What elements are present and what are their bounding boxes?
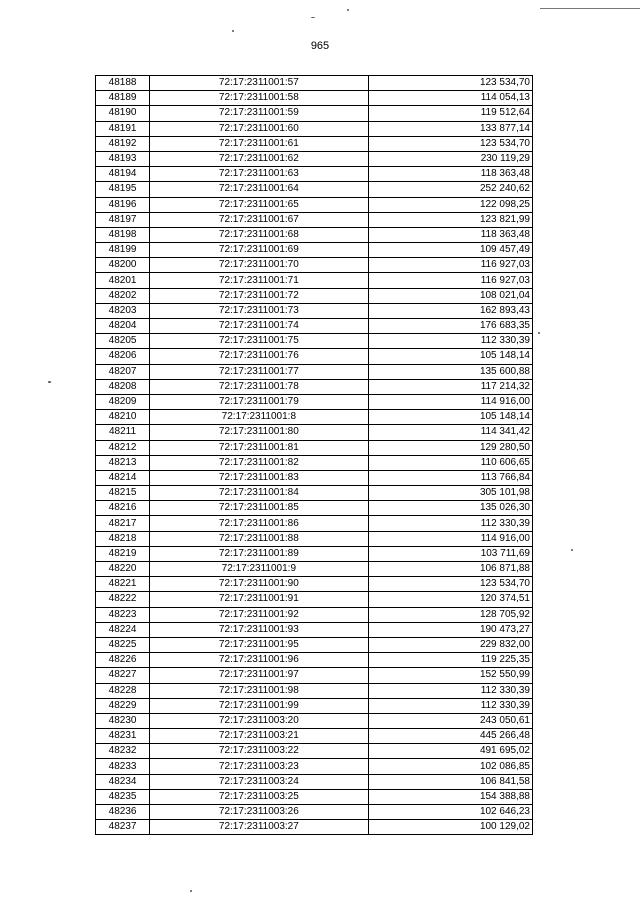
cadastral-number-cell: 72:17:2311003:26 [150, 805, 369, 820]
cadastral-value-cell: 118 363,48 [368, 227, 532, 242]
cadastral-number-cell: 72:17:2311001:96 [150, 653, 369, 668]
table-row [96, 668, 533, 683]
cadastral-value-cell: 129 280,50 [368, 440, 532, 455]
table-row [96, 364, 533, 379]
cadastral-number-cell: 72:17:2311001:58 [150, 91, 369, 106]
cadastral-number-cell: 72:17:2311001:81 [150, 440, 369, 455]
table-row [96, 683, 533, 698]
scan-speck [190, 890, 192, 892]
row-number-cell: 48188 [96, 76, 150, 91]
cadastral-number-cell: 72:17:2311001:71 [150, 273, 369, 288]
cadastral-value-cell: 114 916,00 [368, 531, 532, 546]
scan-speck [571, 549, 573, 551]
table-row [96, 394, 533, 409]
cadastral-number-cell: 72:17:2311001:74 [150, 319, 369, 334]
cadastral-value-cell: 135 026,30 [368, 501, 532, 516]
cadastral-number-cell: 72:17:2311001:72 [150, 288, 369, 303]
cadastral-number-cell: 72:17:2311001:92 [150, 607, 369, 622]
cadastral-number-cell: 72:17:2311001:83 [150, 470, 369, 485]
row-number-cell: 48211 [96, 425, 150, 440]
cadastral-number-cell: 72:17:2311001:60 [150, 121, 369, 136]
row-number-cell: 48231 [96, 729, 150, 744]
row-number-cell: 48223 [96, 607, 150, 622]
cadastral-number-cell: 72:17:2311003:27 [150, 820, 369, 835]
row-number-cell: 48229 [96, 698, 150, 713]
row-number-cell: 48199 [96, 243, 150, 258]
table-row [96, 197, 533, 212]
cadastral-value-cell: 230 119,29 [368, 151, 532, 166]
cadastral-value-cell: 123 821,99 [368, 212, 532, 227]
cadastral-value-cell: 116 927,03 [368, 273, 532, 288]
cadastral-number-cell: 72:17:2311001:95 [150, 637, 369, 652]
row-number-cell: 48226 [96, 653, 150, 668]
table-row [96, 288, 533, 303]
cadastral-value-cell: 123 534,70 [368, 577, 532, 592]
row-number-cell: 48214 [96, 470, 150, 485]
table-row [96, 562, 533, 577]
cadastral-value-cell: 105 148,14 [368, 349, 532, 364]
table-row [96, 729, 533, 744]
cadastral-value-cell: 114 341,42 [368, 425, 532, 440]
cadastral-number-cell: 72:17:2311001:99 [150, 698, 369, 713]
row-number-cell: 48208 [96, 379, 150, 394]
table-row [96, 607, 533, 622]
cadastral-value-cell: 190 473,27 [368, 622, 532, 637]
table-row [96, 151, 533, 166]
table-row [96, 577, 533, 592]
table-row [96, 759, 533, 774]
cadastral-number-cell: 72:17:2311001:8 [150, 410, 369, 425]
row-number-cell: 48219 [96, 546, 150, 561]
cadastral-number-cell: 72:17:2311001:93 [150, 622, 369, 637]
row-number-cell: 48224 [96, 622, 150, 637]
cadastral-value-cell: 108 021,04 [368, 288, 532, 303]
table-body [96, 76, 533, 835]
table-row [96, 212, 533, 227]
row-number-cell: 48213 [96, 455, 150, 470]
table-row [96, 637, 533, 652]
cadastral-number-cell: 72:17:2311001:76 [150, 349, 369, 364]
cadastral-value-cell: 112 330,39 [368, 698, 532, 713]
row-number-cell: 48227 [96, 668, 150, 683]
table-row [96, 470, 533, 485]
row-number-cell: 48189 [96, 91, 150, 106]
cadastral-value-cell: 119 225,35 [368, 653, 532, 668]
table-row [96, 76, 533, 91]
cadastral-value-cell: 113 766,84 [368, 470, 532, 485]
scan-speck [232, 30, 234, 32]
cadastral-value-cell: 176 683,35 [368, 319, 532, 334]
cadastral-number-cell: 72:17:2311001:61 [150, 136, 369, 151]
cadastral-number-cell: 72:17:2311003:22 [150, 744, 369, 759]
cadastral-value-cell: 152 550,99 [368, 668, 532, 683]
table-row [96, 349, 533, 364]
row-number-cell: 48209 [96, 394, 150, 409]
cadastral-number-cell: 72:17:2311001:82 [150, 455, 369, 470]
row-number-cell: 48190 [96, 106, 150, 121]
table-row [96, 622, 533, 637]
scan-speck [311, 17, 315, 18]
table-row [96, 243, 533, 258]
cadastral-value-cell: 112 330,39 [368, 683, 532, 698]
table-row [96, 501, 533, 516]
cadastral-value-cell: 105 148,14 [368, 410, 532, 425]
table-row [96, 440, 533, 455]
cadastral-number-cell: 72:17:2311001:69 [150, 243, 369, 258]
row-number-cell: 48233 [96, 759, 150, 774]
cadastral-number-cell: 72:17:2311001:70 [150, 258, 369, 273]
page-number: 965 [310, 40, 330, 52]
row-number-cell: 48225 [96, 637, 150, 652]
row-number-cell: 48202 [96, 288, 150, 303]
row-number-cell: 48216 [96, 501, 150, 516]
scan-speck [347, 9, 349, 11]
cadastral-value-cell: 102 086,85 [368, 759, 532, 774]
cadastral-number-cell: 72:17:2311003:24 [150, 774, 369, 789]
cadastral-number-cell: 72:17:2311001:86 [150, 516, 369, 531]
cadastral-value-cell: 114 916,00 [368, 394, 532, 409]
table-row [96, 805, 533, 820]
cadastral-value-cell: 119 512,64 [368, 106, 532, 121]
table-row [96, 227, 533, 242]
table-row [96, 182, 533, 197]
cadastral-value-cell: 123 534,70 [368, 136, 532, 151]
row-number-cell: 48217 [96, 516, 150, 531]
cadastral-number-cell: 72:17:2311001:64 [150, 182, 369, 197]
cadastral-number-cell: 72:17:2311001:98 [150, 683, 369, 698]
cadastral-number-cell: 72:17:2311001:65 [150, 197, 369, 212]
scan-speck [538, 332, 540, 334]
cadastral-value-cell: 109 457,49 [368, 243, 532, 258]
cadastral-number-cell: 72:17:2311001:67 [150, 212, 369, 227]
cadastral-number-cell: 72:17:2311001:80 [150, 425, 369, 440]
cadastral-value-cell: 162 893,43 [368, 303, 532, 318]
cadastral-value-cell: 103 711,69 [368, 546, 532, 561]
row-number-cell: 48222 [96, 592, 150, 607]
table-row [96, 425, 533, 440]
cadastral-number-cell: 72:17:2311001:97 [150, 668, 369, 683]
cadastral-number-cell: 72:17:2311001:59 [150, 106, 369, 121]
row-number-cell: 48192 [96, 136, 150, 151]
row-number-cell: 48212 [96, 440, 150, 455]
table-row [96, 379, 533, 394]
row-number-cell: 48230 [96, 713, 150, 728]
table-row [96, 455, 533, 470]
table-row [96, 410, 533, 425]
table-row [96, 106, 533, 121]
row-number-cell: 48236 [96, 805, 150, 820]
cadastral-number-cell: 72:17:2311001:90 [150, 577, 369, 592]
table-row [96, 774, 533, 789]
cadastral-value-cell: 305 101,98 [368, 486, 532, 501]
cadastral-value-cell: 120 374,51 [368, 592, 532, 607]
cadastral-value-cell: 106 841,58 [368, 774, 532, 789]
cadastral-number-cell: 72:17:2311001:84 [150, 486, 369, 501]
table-row [96, 167, 533, 182]
scan-edge-mark [540, 8, 640, 9]
cadastral-number-cell: 72:17:2311001:57 [150, 76, 369, 91]
table-row [96, 486, 533, 501]
table-row [96, 531, 533, 546]
row-number-cell: 48220 [96, 562, 150, 577]
row-number-cell: 48194 [96, 167, 150, 182]
cadastral-number-cell: 72:17:2311001:79 [150, 394, 369, 409]
cadastral-number-cell: 72:17:2311003:20 [150, 713, 369, 728]
table-row [96, 516, 533, 531]
cadastral-number-cell: 72:17:2311001:91 [150, 592, 369, 607]
cadastral-value-cell: 102 646,23 [368, 805, 532, 820]
cadastral-number-cell: 72:17:2311001:63 [150, 167, 369, 182]
row-number-cell: 48221 [96, 577, 150, 592]
row-number-cell: 48206 [96, 349, 150, 364]
cadastral-value-cell: 123 534,70 [368, 76, 532, 91]
cadastral-value-cell: 112 330,39 [368, 334, 532, 349]
cadastral-value-cell: 133 877,14 [368, 121, 532, 136]
cadastral-value-cell: 114 054,13 [368, 91, 532, 106]
cadastral-value-cell: 117 214,32 [368, 379, 532, 394]
cadastral-value-cell: 252 240,62 [368, 182, 532, 197]
row-number-cell: 48205 [96, 334, 150, 349]
table-row [96, 136, 533, 151]
cadastral-number-cell: 72:17:2311001:88 [150, 531, 369, 546]
row-number-cell: 48191 [96, 121, 150, 136]
table-row [96, 334, 533, 349]
cadastral-value-cell: 106 871,88 [368, 562, 532, 577]
cadastral-value-cell: 154 388,88 [368, 789, 532, 804]
cadastral-value-cell: 118 363,48 [368, 167, 532, 182]
table-row [96, 744, 533, 759]
table-row [96, 91, 533, 106]
cadastral-number-cell: 72:17:2311003:23 [150, 759, 369, 774]
cadastral-value-cell: 122 098,25 [368, 197, 532, 212]
cadastral-value-cell: 243 050,61 [368, 713, 532, 728]
table-row [96, 121, 533, 136]
cadastral-number-cell: 72:17:2311001:85 [150, 501, 369, 516]
row-number-cell: 48193 [96, 151, 150, 166]
row-number-cell: 48196 [96, 197, 150, 212]
cadastral-value-cell: 100 129,02 [368, 820, 532, 835]
row-number-cell: 48195 [96, 182, 150, 197]
cadastral-value-cell: 116 927,03 [368, 258, 532, 273]
cadastral-number-cell: 72:17:2311001:62 [150, 151, 369, 166]
cadastral-number-cell: 72:17:2311001:73 [150, 303, 369, 318]
cadastral-value-cell: 445 266,48 [368, 729, 532, 744]
table-row [96, 546, 533, 561]
scan-speck [48, 381, 51, 383]
table-row [96, 653, 533, 668]
cadastral-value-cell: 229 832,00 [368, 637, 532, 652]
table-row [96, 820, 533, 835]
table-row [96, 258, 533, 273]
cadastral-number-cell: 72:17:2311003:25 [150, 789, 369, 804]
row-number-cell: 48237 [96, 820, 150, 835]
row-number-cell: 48234 [96, 774, 150, 789]
row-number-cell: 48204 [96, 319, 150, 334]
table-row [96, 319, 533, 334]
row-number-cell: 48210 [96, 410, 150, 425]
row-number-cell: 48207 [96, 364, 150, 379]
table-row [96, 592, 533, 607]
table-row [96, 789, 533, 804]
cadastral-number-cell: 72:17:2311001:77 [150, 364, 369, 379]
cadastral-value-cell: 112 330,39 [368, 516, 532, 531]
row-number-cell: 48228 [96, 683, 150, 698]
table-row [96, 273, 533, 288]
row-number-cell: 48201 [96, 273, 150, 288]
cadastral-value-table [95, 75, 533, 835]
row-number-cell: 48215 [96, 486, 150, 501]
row-number-cell: 48232 [96, 744, 150, 759]
row-number-cell: 48203 [96, 303, 150, 318]
cadastral-number-cell: 72:17:2311001:78 [150, 379, 369, 394]
row-number-cell: 48197 [96, 212, 150, 227]
row-number-cell: 48218 [96, 531, 150, 546]
row-number-cell: 48198 [96, 227, 150, 242]
table-row [96, 303, 533, 318]
table-row [96, 698, 533, 713]
row-number-cell: 48200 [96, 258, 150, 273]
cadastral-value-cell: 135 600,88 [368, 364, 532, 379]
cadastral-value-cell: 128 705,92 [368, 607, 532, 622]
cadastral-number-cell: 72:17:2311003:21 [150, 729, 369, 744]
cadastral-number-cell: 72:17:2311001:68 [150, 227, 369, 242]
row-number-cell: 48235 [96, 789, 150, 804]
cadastral-value-cell: 491 695,02 [368, 744, 532, 759]
cadastral-number-cell: 72:17:2311001:9 [150, 562, 369, 577]
cadastral-value-cell: 110 606,65 [368, 455, 532, 470]
cadastral-number-cell: 72:17:2311001:89 [150, 546, 369, 561]
cadastral-number-cell: 72:17:2311001:75 [150, 334, 369, 349]
table-row [96, 713, 533, 728]
